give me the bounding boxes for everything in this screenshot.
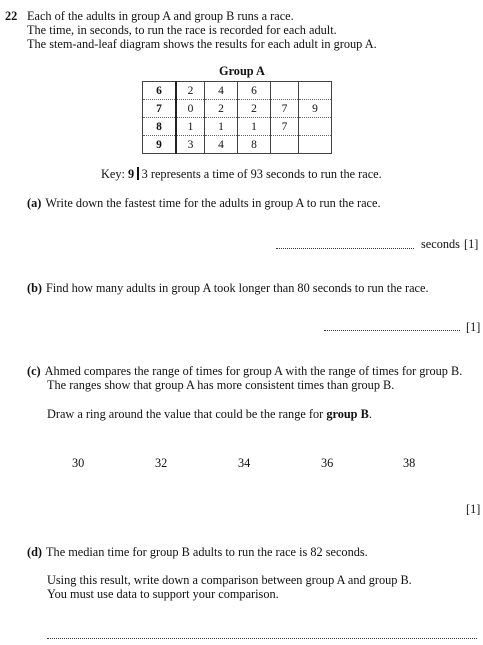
stem-row bbox=[143, 136, 332, 154]
leaf-cell: 6 bbox=[238, 82, 271, 100]
part-a-text: Write down the fastest time for the adults in group A to run the race. bbox=[45, 196, 381, 210]
key-text: represents a time of 93 seconds to run the race. bbox=[150, 167, 382, 181]
part-c-instruction-bold: group B bbox=[326, 407, 369, 421]
part-c-instruction-end: . bbox=[368, 407, 372, 421]
leaf-cell: 8 bbox=[238, 136, 271, 154]
part-b-answer-line[interactable] bbox=[324, 330, 460, 331]
part-c-label: (c) bbox=[27, 364, 41, 378]
part-c-instruction-text: Draw a ring around the value that could be the range for bbox=[47, 407, 324, 421]
stem-and-leaf-table bbox=[142, 81, 332, 154]
part-d-line-3: You must use data to support your comparison. bbox=[47, 587, 279, 601]
leaf-cell: 9 bbox=[299, 100, 332, 118]
range-option[interactable]: 38 bbox=[403, 456, 416, 470]
leaf-cell: 1 bbox=[205, 118, 238, 136]
leaf-cell bbox=[299, 82, 332, 100]
leaf-cell bbox=[271, 82, 299, 100]
part-d-question bbox=[27, 545, 368, 560]
part-b-question bbox=[27, 281, 429, 296]
key-leaf: 3 bbox=[141, 167, 148, 181]
leaf-cell: 1 bbox=[238, 118, 271, 136]
leaf-cell: 7 bbox=[271, 100, 299, 118]
question-number: 22 bbox=[5, 9, 18, 23]
part-d-answer-line[interactable] bbox=[47, 638, 477, 639]
stem-cell: 8 bbox=[143, 118, 177, 136]
leaf-cell: 7 bbox=[271, 118, 299, 136]
intro-line-2: The time, in seconds, to run the race is recorded for each adult. bbox=[27, 23, 337, 37]
part-d-line-2: Using this result, write down a comparison between group A and group B. bbox=[47, 573, 412, 587]
part-b-text: Find how many adults in group A took longer than 80 seconds to run the race. bbox=[46, 281, 429, 295]
stem-row bbox=[143, 100, 332, 118]
part-a-answer-line[interactable] bbox=[276, 248, 414, 249]
part-a-question bbox=[27, 196, 381, 211]
part-b-label: (b) bbox=[27, 281, 43, 295]
key-label: Key: bbox=[101, 167, 125, 181]
leaf-cell: 4 bbox=[205, 136, 238, 154]
part-c-instruction bbox=[47, 407, 372, 422]
intro-line-3: The stem-and-leaf diagram shows the results for each adult in group A. bbox=[27, 37, 377, 51]
intro-line-1: Each of the adults in group A and group B runs a race. bbox=[27, 9, 294, 23]
leaf-cell: 2 bbox=[205, 100, 238, 118]
leaf-cell: 4 bbox=[205, 82, 238, 100]
part-a-marks: [1] bbox=[464, 237, 479, 251]
stem-row bbox=[143, 82, 332, 100]
range-option[interactable]: 36 bbox=[321, 456, 334, 470]
leaf-cell: 1 bbox=[176, 118, 205, 136]
part-c-line-1 bbox=[27, 364, 462, 379]
leaf-cell: 2 bbox=[238, 100, 271, 118]
range-option[interactable]: 30 bbox=[72, 456, 85, 470]
diagram-caption: Group A bbox=[219, 64, 265, 78]
range-option[interactable]: 32 bbox=[155, 456, 168, 470]
leaf-cell bbox=[299, 136, 332, 154]
part-c-text-1: Ahmed compares the range of times for group A with the range of times for group B. bbox=[44, 364, 463, 378]
part-c-line-2: The ranges show that group A has more consistent times than group B. bbox=[47, 378, 395, 392]
diagram-key bbox=[101, 167, 382, 182]
stem-cell: 7 bbox=[143, 100, 177, 118]
part-d-label: (d) bbox=[27, 545, 43, 559]
part-d-text: The median time for group B adults to run the race is 82 seconds. bbox=[46, 545, 368, 559]
stem-cell: 6 bbox=[143, 82, 177, 100]
key-divider bbox=[137, 167, 139, 180]
range-option[interactable]: 34 bbox=[238, 456, 251, 470]
part-b-marks: [1] bbox=[466, 320, 481, 334]
stem-row bbox=[143, 118, 332, 136]
leaf-cell: 3 bbox=[176, 136, 205, 154]
part-a-unit: seconds bbox=[421, 237, 460, 251]
part-c-marks: [1] bbox=[466, 502, 481, 516]
part-a-label: (a) bbox=[27, 196, 42, 210]
leaf-cell bbox=[299, 118, 332, 136]
leaf-cell bbox=[271, 136, 299, 154]
key-stem: 9 bbox=[127, 167, 135, 181]
leaf-cell: 0 bbox=[176, 100, 205, 118]
stem-cell: 9 bbox=[143, 136, 177, 154]
leaf-cell: 2 bbox=[176, 82, 205, 100]
